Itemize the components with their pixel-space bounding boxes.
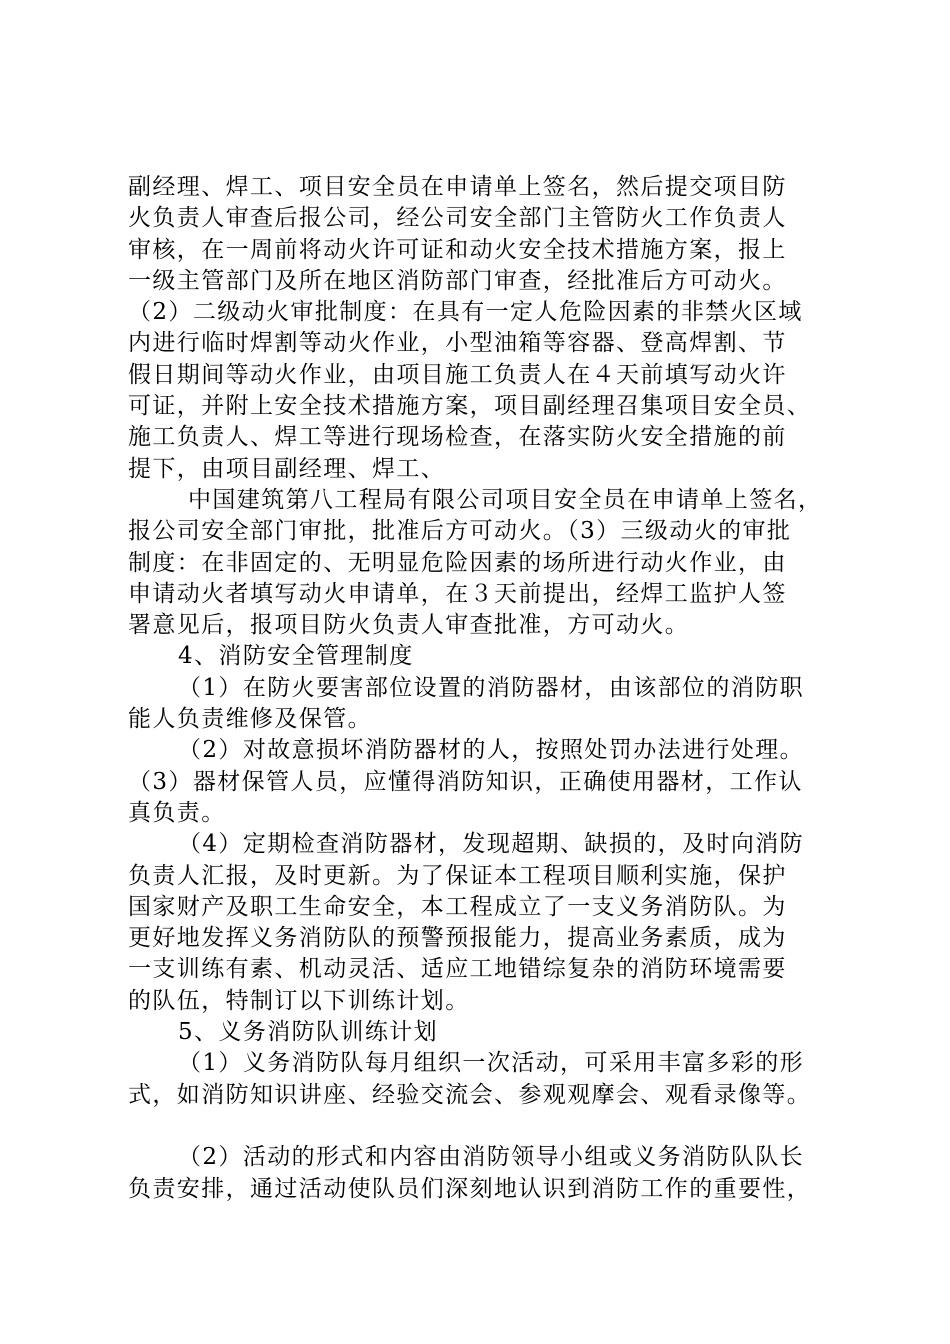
text-line-3: 审核，在一周前将动火许可证和动火安全技术措施方案，报上 — [128, 236, 787, 263]
text-line-13: 制度：在非固定的、无明显危险因素的场所进行动火作业，由 — [128, 549, 787, 576]
paragraph-gap — [128, 1111, 838, 1142]
text-line-1: 副经理、焊工、项目安全员在申请单上签名，然后提交项目防 — [128, 174, 787, 200]
text-line-31: （2）活动的形式和内容由消防领导小组或义务消防队队长 — [178, 1144, 805, 1171]
text-line-7: 假日期间等动火作业，由项目施工负责人在４天前填写动火许 — [128, 361, 787, 388]
text-line-23: 负责人汇报，及时更新。为了保证本工程项目顺利实施，保护 — [128, 862, 787, 889]
text-line-4: 一级主管部门及所在地区消防部门审查，经批准后方可动火。 — [128, 267, 787, 294]
text-line-19: （2）对故意损坏消防器材的人，按照处罚办法进行处理。 — [178, 737, 805, 764]
section-heading-4: 4、消防安全管理制度 — [178, 643, 414, 670]
text-line-14: 申请动火者填写动火申请单，在３天前提出，经焊工监护人签 — [128, 580, 787, 607]
text-line-29: （1）义务消防队每月组织一次活动，可采用丰富多彩的形 — [178, 1050, 805, 1077]
text-line-8: 可证，并附上安全技术措施方案，项目副经理召集项目安全员、 — [128, 393, 812, 420]
text-line-18: 能人负责维修及保管。 — [128, 706, 372, 733]
text-line-26: 一支训练有素、机动灵活、适应工地错综复杂的消防环境需要 — [128, 956, 787, 983]
text-line-20: （3）器材保管人员，应懂得消防知识，正确使用器材，工作认 — [128, 768, 803, 795]
text-line-32: 负责安排，通过活动使队员们深刻地认识到消防工作的重要性， — [128, 1175, 812, 1202]
text-line-30: 式，如消防知识讲座、经验交流会、参观观摩会、观看录像等。 — [128, 1081, 812, 1108]
text-line-10: 提下，由项目副经理、焊工、 — [128, 455, 446, 482]
section-heading-5: 5、义务消防队训练计划 — [178, 1019, 439, 1046]
text-line-11: 中国建筑第八工程局有限公司项目安全员在申请单上签名， — [188, 486, 823, 513]
text-line-22: （4）定期检查消防器材，发现超期、缺损的，及时向消防 — [178, 831, 805, 858]
text-line-9: 施工负责人、焊工等进行现场检查，在落实防火安全措施的前 — [128, 424, 787, 451]
text-line-25: 更好地发挥义务消防队的预警预报能力，提高业务素质，成为 — [128, 925, 787, 952]
text-line-21: 真负责。 — [128, 799, 226, 826]
text-line-2: 火负责人审查后报公司，经公司安全部门主管防火工作负责人 — [128, 205, 787, 232]
text-line-15: 署意见后，报项目防火负责人审查批准，方可动火。 — [128, 612, 690, 639]
text-line-24: 国家财产及职工生命安全，本工程成立了一支义务消防队。为 — [128, 893, 787, 920]
text-line-12: 报公司安全部门审批，批准后方可动火。（3）三级动火的审批 — [128, 518, 792, 545]
text-line-27: 的队伍，特制订以下训练计划。 — [128, 987, 470, 1014]
text-line-5: （2）二级动火审批制度：在具有一定人危险因素的非禁火区域 — [128, 299, 803, 326]
text-line-6: 内进行临时焊割等动火作业，小型油箱等容器、登高焊割、节 — [128, 330, 787, 357]
text-line-17: （1）在防火要害部位设置的消防器材，由该部位的消防职 — [178, 674, 805, 701]
body-text — [128, 172, 838, 1205]
